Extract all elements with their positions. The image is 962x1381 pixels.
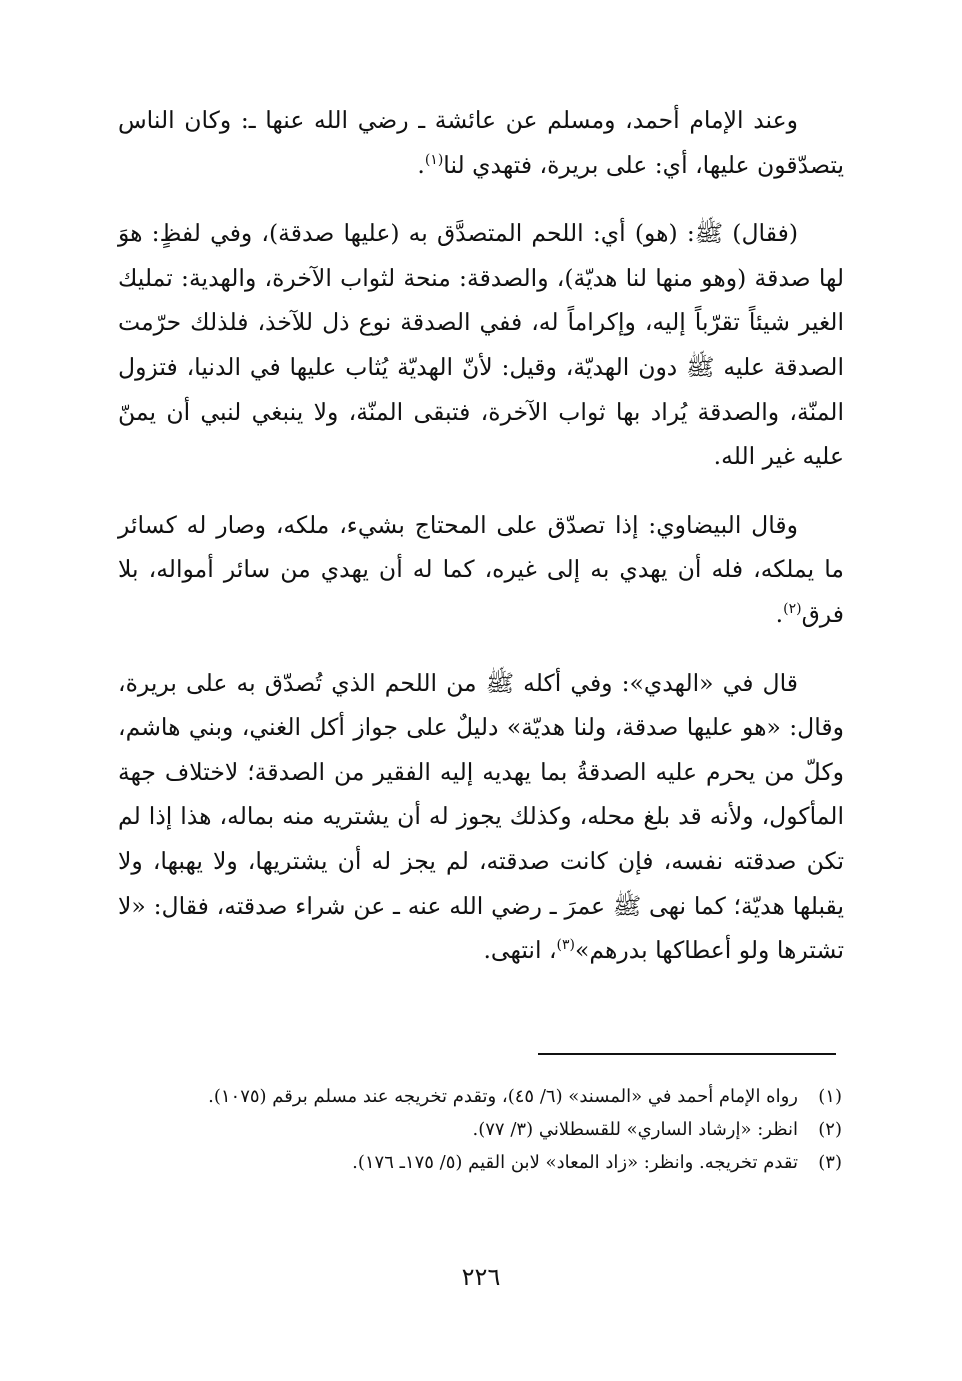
footnotes <box>110 1080 842 1179</box>
footnote-text: انظر: «إرشاد الساري» للقسطلاني (٣/ ٧٧). <box>472 1119 798 1140</box>
footnote-1 <box>110 1080 842 1113</box>
footnote-3 <box>110 1146 842 1179</box>
footnote-number: (١) <box>818 1086 842 1107</box>
footnote-separator <box>538 1053 836 1055</box>
footnote-text: تقدم تخريجه. وانظر: «زاد المعاد» لابن القيم (٥/ ١٧٥ـ ١٧٦). <box>352 1152 798 1173</box>
footnote-ref-2: (٢) <box>783 601 802 618</box>
footnote-ref-3: (٣) <box>556 937 576 954</box>
paragraph-1: وعند الإمام أحمد، ومسلم عن عائشة ـ رضي الله عنها ـ: وكان الناس يتصدّقون عليها، أي: على بريرة، فتهدي لنا$^{(١)}$. <box>118 106 844 179</box>
paragraph-2: (فقال) ﷺ: (هو) أي: اللحم المتصدَّق به (عليها صدقة)، وفي لفظٍ: هوَ لها صدقة (وهو منها لنا هديّة)، والصدقة: منحة لثواب الآخرة، والهدية: تمليك الغير شيئاً تقرّباً إليه، وإكراماً له، ففي الصدقة نوع ذل للآخذ، فلذلك حرّمت الصدقة عليه ﷺ دون الهديّة، وقيل: لأنّ الهديّة يُثاب عليها في الدنيا، فتزول المنّة، والصدقة يُراد بها ثواب الآخرة، فتبقى المنّة، ولا ينبغي لنبي أن يمنّ عليه غير الله. <box>118 219 844 471</box>
footnote-2 <box>110 1113 842 1146</box>
footnote-text: رواه الإمام أحمد في «المسند» (٦/ ٤٥)، وتقدم تخريجه عند مسلم برقم (١٠٧٥). <box>208 1086 798 1107</box>
footnote-number: (٣) <box>818 1152 842 1173</box>
footnote-number: (٢) <box>818 1119 842 1140</box>
paragraph-3: وقال البيضاوي: إذا تصدّق على المحتاج بشيء، ملكه، وصار له كسائر ما يملكه، فله أن يهدي به إلى غيره، كما له أن يهدي من سائر أمواله، بلا فرق$^{(٢)}$. <box>118 510 844 628</box>
page-number: ٢٢٦ <box>461 1263 501 1291</box>
footnote-ref-1: (١) <box>424 151 444 168</box>
main-text <box>118 98 844 997</box>
paragraph-4: قال في «الهدي»: وفي أكله ﷺ من اللحم الذي تُصدّق به على بريرة، وقال: «هو عليها صدقة، ولنا هديّة» دليلٌ على جواز أكل الغني، وبني هاشم، وكلّ من يحرم عليه الصدقةُ بما يهديه إليه الفقير من الصدقة؛ لاختلاف جهة المأكول، ولأنه قد بلغ محله، وكذلك يجوز له أن يشتريه منه بماله، هذا إذا لم تكن صدقته نفسه، فإن كانت صدقته، لم يجز له أن يشتريها، ولا يهبها، ولا يقبلها هديّة؛ كما نهى ﷺ عمرَ ـ رضي الله عنه ـ عن شراء صدقته، فقال: «لا تشترها ولو أعطاكها بدرهم»$^{(٣)}$، انتهى. <box>118 668 844 965</box>
